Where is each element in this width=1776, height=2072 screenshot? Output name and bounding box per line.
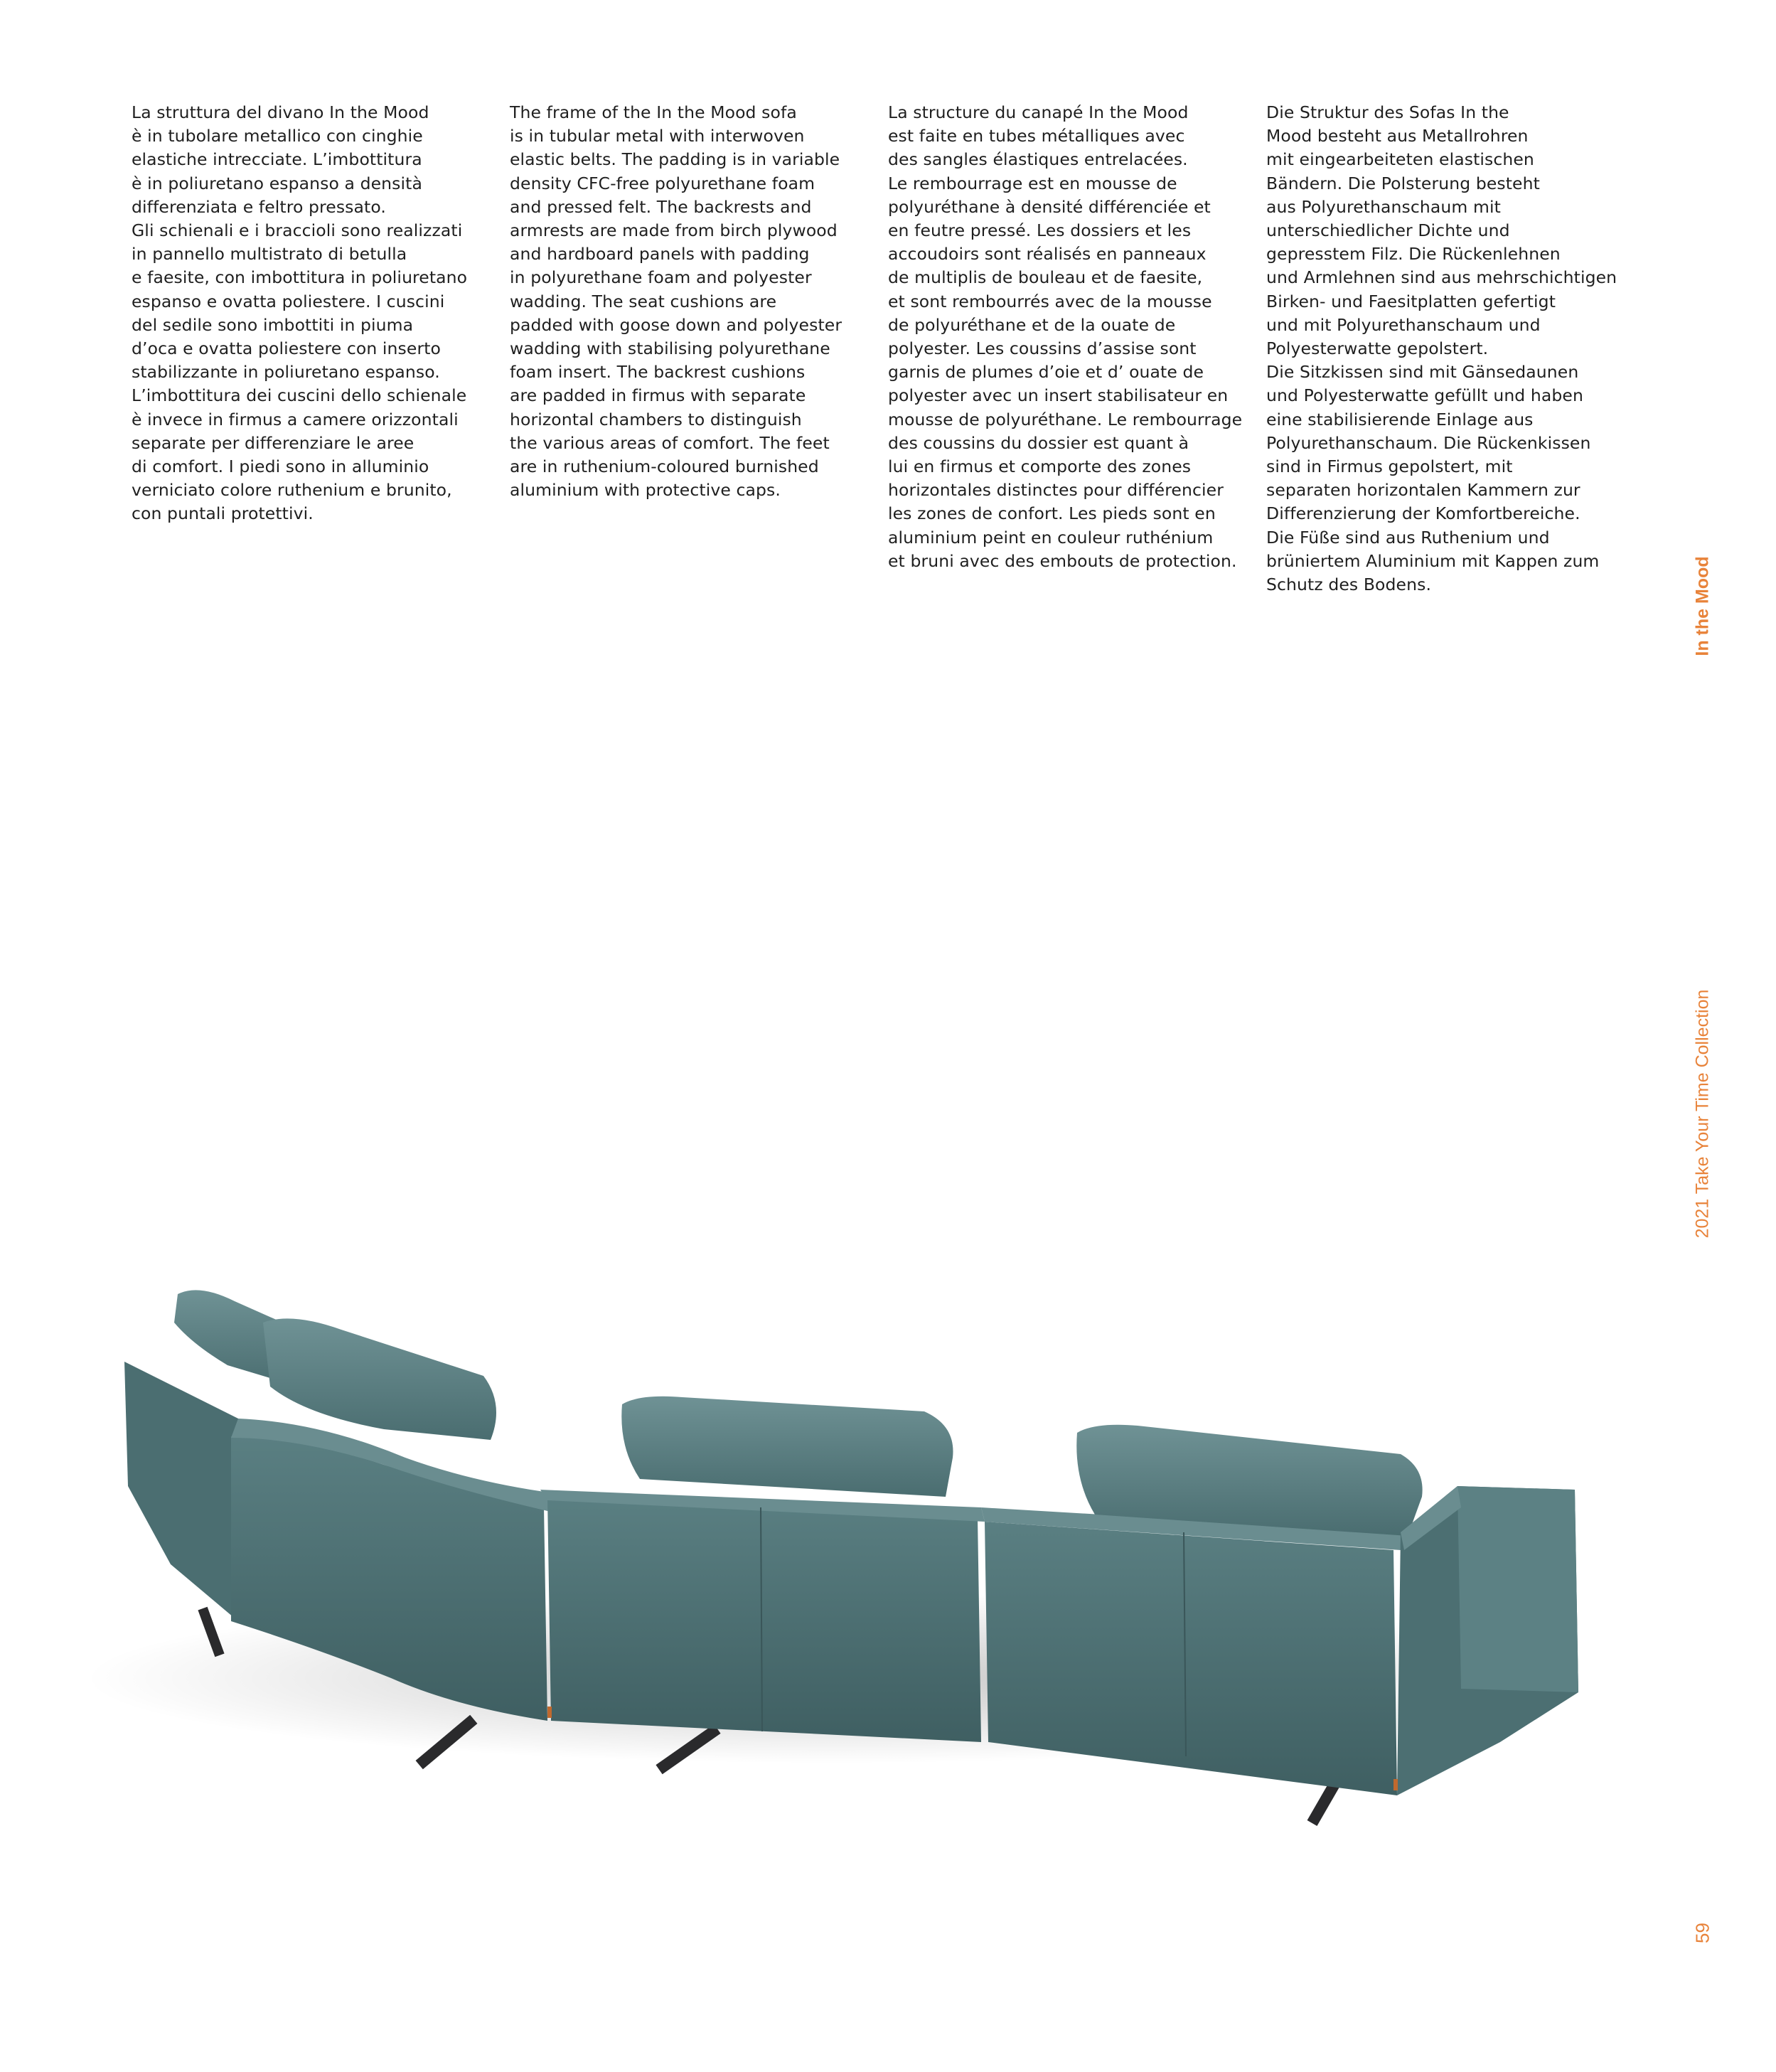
text-column-italian: La struttura del divano In the Mood è in tubolare metallico con cinghie elastiche intrecciate. L’imbottitura è in poliuretano espanso a densità differenziata e feltro pressato. Gli schienali e i braccioli sono realizzati in pannello multistrato di betulla e faesite, con imbottitura in poliuretano espanso e ovatta poliestere. I cuscini del sedile sono imbottiti in piuma d’oca e ovatta poliestere con inserto stabilizzante in poliuretano espanso. L’imbottitura dei cuscini dello schienale è invece in firmus a camere orizzontali separate per differenziare le aree di comfort. I piedi sono in alluminio verniciato colore ruthenium e brunito, con puntali protettivi. <box>132 102 468 524</box>
text-column-english: The frame of the In the Mood sofa is in tubular metal with interwoven elastic belts. The padding is in variable density CFC-free polyurethane foam and pressed felt. The backrests and armrests are made from birch plywood and hardboard panels with padding in polyurethane foam and polyester wadding. The seat cushions are padded with goose down and polyester wadding with stabilising polyurethane foam insert. The backrest cushions are padded in firmus with separate horizontal chambers to distinguish the various areas of comfort. The feet are in ruthenium-coloured burnished aluminium with protective caps. <box>510 102 842 501</box>
sofa-left-armrest <box>124 1362 238 1621</box>
sidebar-collection-name: 2021 Take Your Time Collection <box>1692 989 1713 1239</box>
text-column-german: Die Struktur des Sofas In the Mood besteht aus Metallrohren mit eingearbeiteten elastischen Bändern. Die Polsterung besteht aus Polyurethanschaum mit unterschiedlicher Dichte und gepresstem Filz. Die Rückenlehnen und Armlehnen sind aus mehrschichtigen Birken- und Faesitplatten gefertigt und mit Polyurethanschaum und Polyesterwatte gepolstert. Die Sitzkissen sind mit Gänsedaunen und Polyesterwatte gefüllt und haben eine stabilisierende Einlage aus Polyurethanschaum. Die Rückenkissen sind in Firmus gepolstert, mit separaten horizontalen Kammern zur Differenzierung der Komfortbereiche. Die Füße sind aus Ruthenium und brüniertem Aluminium mit Kappen zum Schutz des Bodens. <box>1266 102 1617 595</box>
left-back-cushion-2 <box>263 1318 496 1440</box>
sofa-middle-back-panel <box>547 1497 981 1742</box>
sofa-tag <box>1393 1779 1398 1790</box>
sofa-tag <box>547 1707 552 1718</box>
sidebar-product-title: In the Mood <box>1692 556 1713 656</box>
page-number: 59 <box>1691 1923 1713 1943</box>
sofa-product-image <box>85 1251 1664 1835</box>
middle-back-cushion <box>621 1397 953 1497</box>
text-column-french: La structure du canapé In the Mood est faite en tubes métalliques avec des sangles élastiques entrelacées. Le rembourrage est en mousse de polyuréthane à densité différenciée et en feutre pressé. Les dossiers et les accoudoirs sont réalisés en panneaux de multiplis de bouleau et de faesite, et sont rembourrés avec de la mousse de polyuréthane et de la ouate de polyester. Les coussins d’assise sont garnis de plumes d’oie et d’ ouate de polyester avec un insert stabilisateur en mousse de polyuréthane. Le rembourrage des coussins du dossier est quant à lui en firmus et comporte des zones horizontales distinctes pour différencier les zones de confort. Les pieds sont en aluminium peint en couleur ruthénium et bruni avec des embouts de protection. <box>888 102 1243 571</box>
